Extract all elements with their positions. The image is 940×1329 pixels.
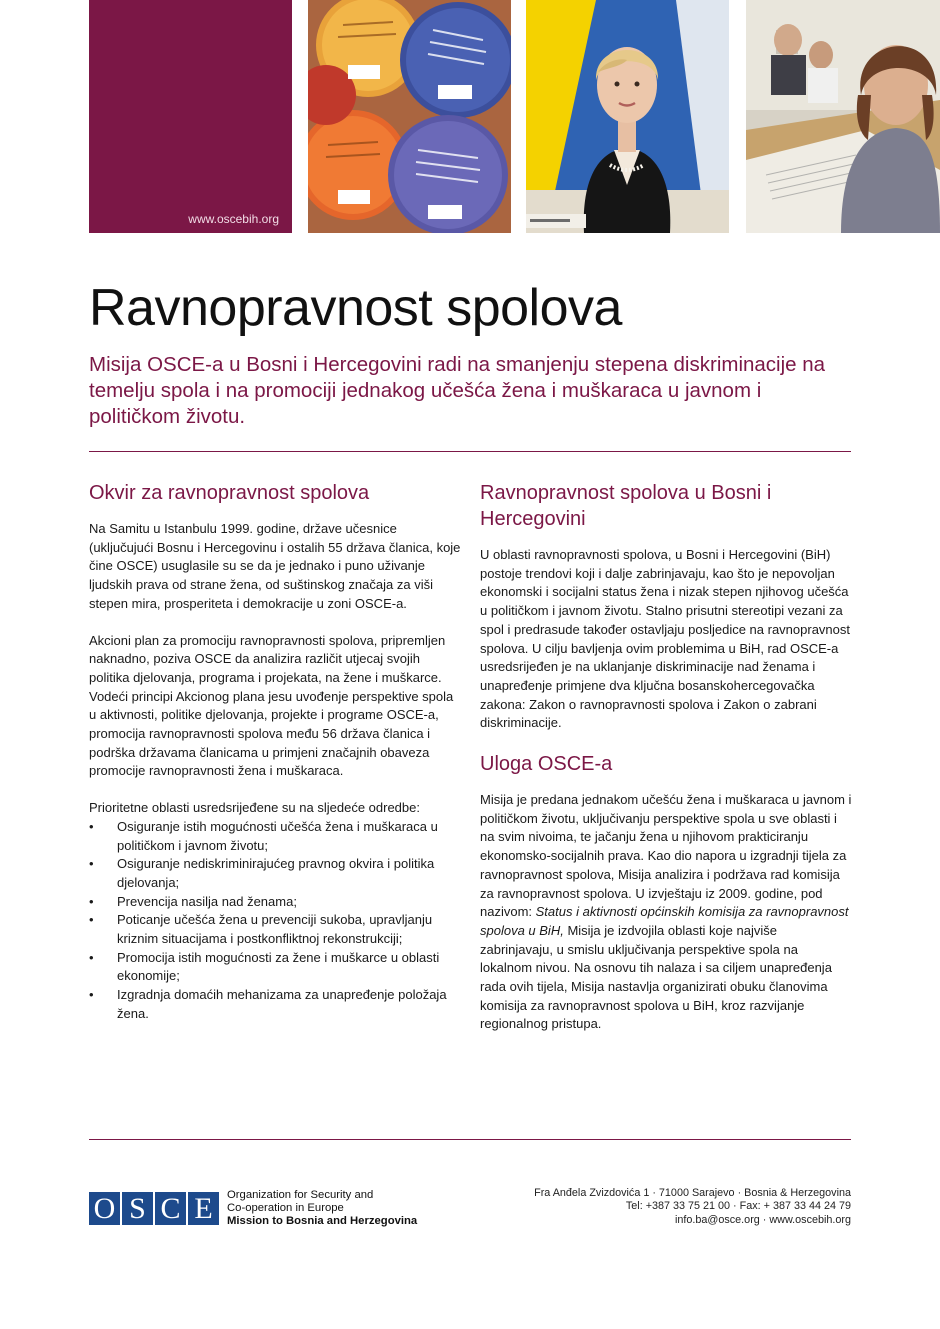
email-website[interactable]: info.ba@osce.org · www.oscebih.org <box>675 1213 851 1226</box>
heading-framework: Okvir za ravnopravnost spolova <box>89 482 370 504</box>
phone-fax: Tel: +387 33 75 21 00 · Fax: + 387 33 44 24 79 <box>625 1200 851 1213</box>
heading-osce-role: Uloga OSCE-a <box>480 753 613 776</box>
bullet-icon: • <box>89 912 94 928</box>
list-item: • Poticanje učešća žena u prevenciji sukoba, upravljanju kriznim situacijama i postkonfliktnoj rekonstrukciji; <box>89 912 433 947</box>
paragraph-action-plan: Akcioni plan za promociju ravnopravnosti spolova, pripremljen naknadno, poziva OSCE da analizira različit utjecaj svojih politika djelovanja, programa i projekata, na žene i muškarce. Vodeći principi Akcionog plana jesu uvođenje perspektive spola u aktivnosti, politike djelovanja, projekte i programe OSCE-a, promocija ravnopravnosti spolova među 56 država članica i podrška državama članicama u primjeni značajnih obaveza promocije ravnopravnosti žena i muškaraca. <box>89 632 454 779</box>
osce-logo-mark <box>89 1192 221 1225</box>
contact-address <box>534 1187 851 1227</box>
bullet-icon: • <box>89 856 94 872</box>
section-divider <box>89 451 851 452</box>
paragraph-bih-trends: U oblasti ravnopravnosti spolova, u Bosni i Hercegovini (BiH) postoje trendovi koji i dalje zabrinjavaju, kao što je nepovoljan ekonomski i socijalni status žena i nizak stepen njihovog učešća u političkom i javnom životu. Stalno prisutni stereotipi vezani za spol i predrasude također ostavljaju posljedice na ravnopravnost spolova. U cilju bavljenja ovim problemima u BiH, rad OSCE-a usredsrijeđen je na uklanjanje diskriminacije nad ženama i unapređenje primjene dva ključna bosanskohercegovačka zakona: Zakon o ravnopravnosti spolova i Zakon o zabrani diskriminacije. <box>480 547 850 731</box>
right-column <box>480 480 852 1052</box>
logo-letter: O <box>89 1192 120 1225</box>
list-item: • Promocija istih mogućnosti za žene i muškarce u oblasti ekonomije; <box>89 949 440 984</box>
page-title: Ravnopravnost spolova <box>89 279 622 337</box>
bullet-icon: • <box>89 893 94 909</box>
photo-meeting <box>746 0 940 233</box>
bullet-icon: • <box>89 818 94 834</box>
organization-name: Organization for Security and Co-operation in Europe Mission to Bosnia and Herzegovina <box>227 1189 418 1227</box>
bullet-icon: • <box>89 987 94 1003</box>
priority-list-intro: Prioritetne oblasti usredsrijeđene su na sljedeće odredbe: <box>89 800 420 816</box>
osce-logo <box>89 1189 417 1228</box>
maroon-brand-block <box>89 0 292 233</box>
street-address: Fra Anđela Zvizdovića 1 · 71000 Sarajevo · Bosnia & Herzegovina <box>534 1187 851 1199</box>
priority-list <box>89 818 461 1024</box>
photo-speaker <box>526 0 729 233</box>
lead-paragraph: Misija OSCE-a u Bosni i Hercegovini radi na smanjenju stepena diskriminacije na temelju spola i na promociji jednakog učešća žena i muškaraca u javnom i političkom životu. <box>89 353 826 428</box>
photo-badges <box>308 0 511 233</box>
list-item: • Osiguranje nediskriminirajućeg pravnog okvira i politika djelovanja; <box>89 856 435 890</box>
website-label[interactable]: www.oscebih.org <box>188 212 279 226</box>
report-title: Status i aktivnosti općinskih komisija za ravnopravnost spolova u BiH, <box>480 904 849 938</box>
logo-letter: C <box>155 1192 186 1225</box>
header-image-strip <box>89 0 940 233</box>
list-item: • Osiguranje istih mogućnosti učešća žena i muškaraca u političkom i javnom životu; <box>89 818 438 853</box>
heading-gender-equality-bih: Ravnopravnost spolova u Bosni i Hercegovini <box>480 482 772 530</box>
paragraph-istanbul-summit: Na Samitu u Istanbulu 1999. godine, države učesnice (uključujući Bosnu i Hercegovinu i ostalih 55 država članica, koje čine OSCE) usuglasile su se da je jednako i puno uživanje ljudskih prava od strane žena, od suštinskog značaja za viši stepen mira, prosperiteta i demokracije u zoni OSCE-a. <box>89 521 461 611</box>
left-column <box>89 480 461 1024</box>
list-item: • Prevencija nasilja nad ženama; <box>89 893 461 912</box>
paragraph-osce-role: Misija je predana jednakom učešću žena i muškaraca u javnom i političkom životu, uključivanju perspektive spola u sve oblasti i na svim nivoima, te jačanju žena u njihovom prakticiranju ekonomsko-socijalnih prava. Kao dio napora u izgradnji tijela za ravnopravnost spolova, Misija analizira i podržava rad komisija za ravnopravnost spolova. U izvještaju iz 2009. godine, pod nazivom: Status i aktivnosti općinskih komisija za ravnopravnost spolova u BiH, Misija je izdvojila oblasti koje najviše zabrinjavaju, u smislu uključivanja perspektive spola na lokalnom nivou. Na osnovu tih nalaza i sa ciljem unapređenja rada ovih tijela, Misija nastavlja organizirati obuku članovima komisija za ravnopravnost spolova u BiH, kroz razvijanje regionalnog pristupa. <box>480 792 852 1032</box>
bullet-icon: • <box>89 949 94 965</box>
logo-letter: E <box>188 1192 219 1225</box>
list-item: • Izgradnja domaćih mehanizama za unapređenje položaja žena. <box>89 987 447 1021</box>
logo-letter: S <box>122 1192 153 1225</box>
footer-divider <box>89 1139 851 1140</box>
